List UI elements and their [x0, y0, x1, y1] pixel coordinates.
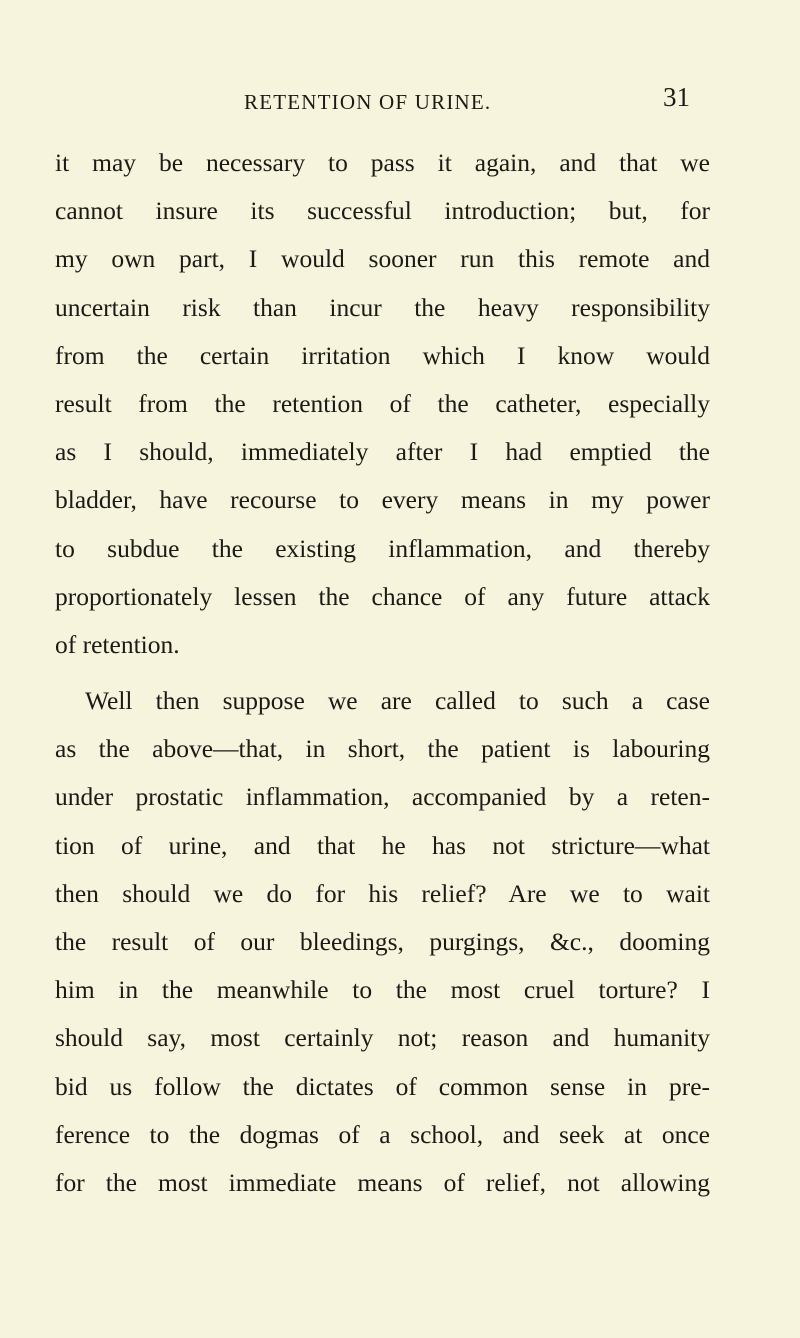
- text-line: as I should, immediately after I had emptied the: [55, 437, 710, 467]
- text-line: tion of urine, and that he has not stricture—what: [55, 830, 710, 860]
- text-line: the result of our bleedings, purgings, &c., dooming: [55, 926, 710, 956]
- text-line: for the most immediate means of relief, not allowing: [55, 1167, 710, 1197]
- page-number: 31: [663, 82, 690, 112]
- text-line: bladder, have recourse to every means in my power: [55, 485, 710, 515]
- text-line: to subdue the existing inflammation, and thereby: [55, 533, 710, 563]
- paragraph-2: [55, 677, 710, 1207]
- text-line: cannot insure its successful introduction; but, for: [55, 196, 710, 226]
- running-header: [0, 82, 800, 119]
- text-line: then should we do for his relief? Are we to wait: [55, 878, 710, 908]
- text-line: under prostatic inflammation, accompanied by a reten-: [55, 782, 710, 812]
- text-line: Well then suppose we are called to such a case: [85, 686, 710, 715]
- running-title: RETENTION OF URINE.: [244, 90, 492, 114]
- text-line: should say, most certainly not; reason and humanity: [55, 1023, 710, 1053]
- text-line: ference to the dogmas of a school, and seek at once: [55, 1119, 710, 1149]
- paragraph-1: [55, 139, 710, 669]
- text-line: as the above—that, in short, the patient is labouring: [55, 734, 710, 764]
- text-line: result from the retention of the catheter, especially: [55, 388, 710, 418]
- text-line: bid us follow the dictates of common sense in pre-: [55, 1071, 710, 1101]
- text-line: uncertain risk than incur the heavy responsibility: [55, 292, 710, 322]
- text-line: it may be necessary to pass it again, and that we: [55, 148, 710, 177]
- text-line: him in the meanwhile to the most cruel torture? I: [55, 975, 710, 1005]
- text-line: from the certain irritation which I know would: [55, 340, 710, 370]
- text-line: proportionately lessen the chance of any future attack: [55, 581, 710, 611]
- text-line: my own part, I would sooner run this remote and: [55, 244, 710, 274]
- text-line: of retention.: [55, 629, 180, 659]
